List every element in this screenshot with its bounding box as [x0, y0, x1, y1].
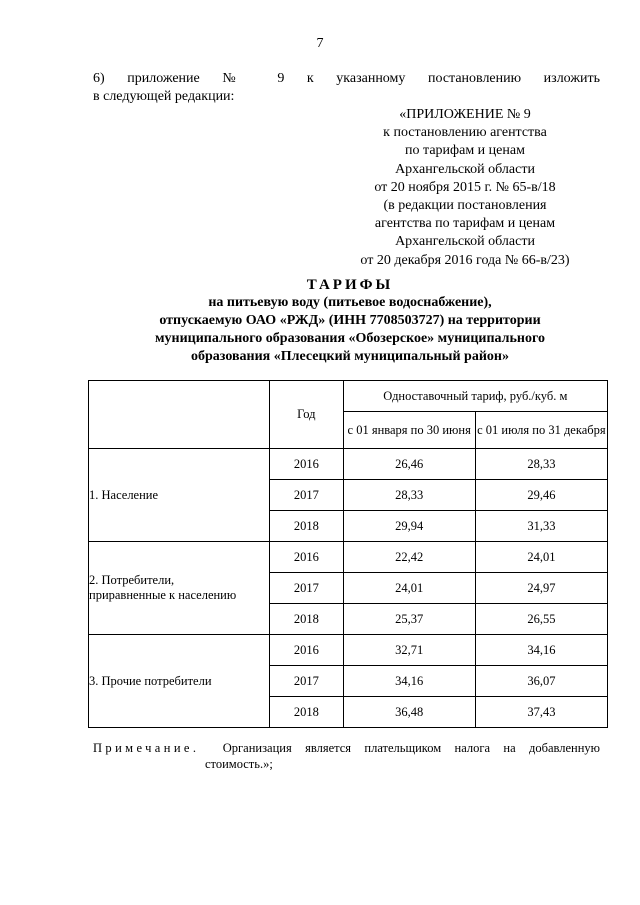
tariff-cell: 22,42	[343, 542, 475, 573]
category-label: 1. Население	[89, 487, 159, 502]
note-text: Организация является плательщиком налога на добавленную	[222, 741, 601, 755]
year-cell: 2016	[270, 449, 344, 480]
note-line-1	[93, 740, 600, 756]
tariff-cell: 37,43	[475, 697, 607, 728]
category-label: 2. Потребители,	[89, 573, 175, 587]
title-line: образования «Плесецкий муниципальный район»	[191, 349, 509, 364]
table-row	[89, 542, 608, 573]
tariff-cell: 28,33	[475, 449, 607, 480]
intro-line-2: в следующей редакции:	[93, 89, 235, 104]
title-line: на питьевую воду (питьевое водоснабжение),	[208, 295, 492, 310]
tariff-cell: 34,16	[343, 666, 475, 697]
year-cell: 2018	[270, 697, 344, 728]
appendix-line: по тарифам и ценам	[405, 143, 525, 159]
table-row	[89, 449, 608, 480]
appendix-line: (в редакции постановления	[383, 198, 547, 214]
tariff-cell: 28,33	[343, 480, 475, 511]
tariff-cell: 36,48	[343, 697, 475, 728]
category-label: 3. Прочие потребители	[89, 673, 212, 688]
period-1-header: с 01 января по 30 июня	[343, 412, 475, 449]
table-header-row	[89, 381, 608, 412]
note	[93, 740, 600, 772]
tariff-cell: 32,71	[343, 635, 475, 666]
intro-line-1: 6) приложение № 9 к указанному постановлению изложить	[93, 71, 600, 86]
title-line: муниципального образования «Обозерское» муниципального	[154, 331, 546, 346]
note-line-2: стоимость.»;	[205, 757, 273, 771]
tariff-cell: 24,01	[475, 542, 607, 573]
category-label-cont: приравненные к населению	[89, 588, 237, 602]
category-cell	[89, 635, 270, 728]
tariff-cell: 26,55	[475, 604, 607, 635]
note-label: Примечание.	[93, 741, 200, 755]
tariff-cell: 24,97	[475, 573, 607, 604]
tariff-cell: 31,33	[475, 511, 607, 542]
tariff-cell: 26,46	[343, 449, 475, 480]
tariff-cell: 29,94	[343, 511, 475, 542]
period-2-header: с 01 июля по 31 декабря	[475, 412, 607, 449]
appendix-line: Архангельской области	[395, 161, 535, 177]
year-cell: 2017	[270, 480, 344, 511]
document-title	[100, 276, 600, 366]
year-cell: 2016	[270, 542, 344, 573]
title-line: отпускаемую ОАО «РЖД» (ИНН 7708503727) на территории	[159, 313, 541, 328]
tariff-cell: 24,01	[343, 573, 475, 604]
appendix-line: к постановлению агентства	[383, 125, 547, 141]
appendix-line: Архангельской области	[395, 234, 535, 250]
tariff-header: Одноставочный тариф, руб./куб. м	[343, 381, 607, 412]
appendix-header	[340, 106, 590, 270]
tariff-cell: 36,07	[475, 666, 607, 697]
appendix-line: агентства по тарифам и ценам	[374, 216, 556, 232]
appendix-line: «ПРИЛОЖЕНИЕ № 9	[399, 107, 531, 122]
category-cell	[89, 542, 270, 635]
title-heading: ТАРИФЫ	[306, 277, 394, 293]
tariff-cell: 25,37	[343, 604, 475, 635]
tariff-cell: 29,46	[475, 480, 607, 511]
category-header	[89, 381, 270, 449]
year-cell: 2018	[270, 604, 344, 635]
appendix-line: от 20 ноября 2015 г. № 65-в/18	[374, 179, 556, 195]
year-cell: 2018	[270, 511, 344, 542]
category-cell	[89, 449, 270, 542]
page-number: 7	[316, 36, 324, 51]
year-cell: 2017	[270, 666, 344, 697]
tariff-cell: 34,16	[475, 635, 607, 666]
table-row	[89, 635, 608, 666]
year-cell: 2017	[270, 573, 344, 604]
year-header: Год	[270, 381, 344, 449]
tariff-table	[88, 380, 608, 728]
year-cell: 2016	[270, 635, 344, 666]
appendix-line: от 20 декабря 2016 года № 66-в/23)	[360, 252, 570, 268]
